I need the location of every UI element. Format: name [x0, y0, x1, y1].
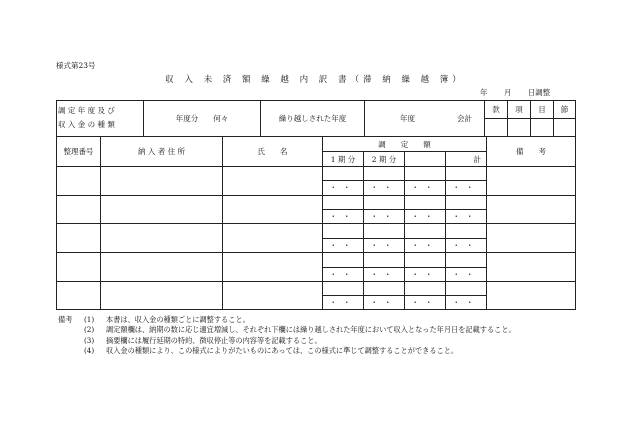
note-item [58, 336, 516, 346]
note-text: 収入金の種類により、この様式によりがたいものにあっては、この様式に準じて調整することができること。 [106, 345, 459, 355]
amount-dot-marker: ・・ [329, 183, 357, 192]
amount-dot-marker: ・・ [411, 183, 439, 192]
note-item [58, 346, 516, 356]
column-id-number: 整理番号 [63, 147, 94, 156]
note-text: 摘要欄には履行延期の特約、徴収停止等の内容等を記載すること。 [106, 335, 322, 345]
budget-head-setsu: 節 [560, 105, 569, 114]
note-number: (3) [84, 335, 95, 345]
amount-dot-marker: ・・ [329, 270, 357, 279]
amount-dot-marker: ・・ [411, 212, 439, 221]
column-first-term: 1 期 分 [330, 154, 356, 164]
date-line: 年 月 日調整 [480, 88, 551, 97]
carried-year-value: 年度 [400, 113, 415, 123]
amount-dot-marker: ・・ [329, 298, 357, 307]
column-total: 計 [473, 154, 481, 164]
amount-dot-marker: ・・ [370, 241, 398, 250]
amount-dot-marker: ・・ [452, 241, 480, 250]
budget-head-kan: 款 [492, 105, 500, 114]
note-number: (4) [84, 345, 95, 355]
note-text: 本書は、収入金の種類ごとに調整すること。 [106, 315, 250, 324]
amount-dot-marker: ・・ [452, 298, 480, 307]
note-number: (2) [84, 325, 95, 335]
note-number: (1) [84, 315, 95, 324]
column-remarks: 備 考 [516, 147, 546, 156]
amount-dot-marker: ・・ [452, 270, 480, 279]
amount-dot-marker: ・・ [370, 270, 398, 279]
fiscal-year-label-line2: 収 入 金 の 種 類 [58, 119, 115, 129]
notes-section [58, 315, 516, 356]
amount-dot-marker: ・・ [329, 212, 357, 221]
amount-dot-marker: ・・ [411, 270, 439, 279]
amount-dot-marker: ・・ [370, 183, 398, 192]
column-second-term: 2 期 分 [371, 154, 397, 164]
note-item [58, 315, 516, 325]
amount-dot-marker: ・・ [452, 212, 480, 221]
amount-dot-marker: ・・ [411, 298, 439, 307]
document-title: 収 入 未 済 額 繰 越 内 訳 書（滞 納 繰 越 簿） [165, 75, 465, 85]
amount-dot-marker: ・・ [452, 183, 480, 192]
form-number: 様式第23号 [56, 61, 96, 70]
note-item [58, 325, 516, 335]
fiscal-year-value: 年度分 何々 [175, 113, 229, 123]
amount-dot-marker: ・・ [411, 241, 439, 250]
account-label: 会計 [457, 113, 472, 123]
budget-head-kou: 項 [515, 105, 523, 114]
amount-dot-marker: ・・ [370, 212, 398, 221]
amount-dot-marker: ・・ [329, 241, 357, 250]
budget-head-moku: 目 [538, 105, 546, 114]
fiscal-year-label-line1: 調 定 年 度 及 び [58, 105, 115, 115]
column-name: 氏 名 [257, 147, 288, 156]
amount-dot-marker: ・・ [370, 298, 398, 307]
carried-year-label: 繰り越しされた年度 [278, 113, 347, 123]
note-text: 調定額欄は、納期の数に応じ適宜増減し、それぞれ下欄には繰り越しされた年度において収入となった年月日を記載すること。 [106, 325, 516, 335]
notes-label: 備考 [58, 315, 73, 324]
column-assessed-amount: 調 定 額 [378, 139, 431, 149]
column-payer-address: 納 入 者 住 所 [137, 147, 186, 156]
